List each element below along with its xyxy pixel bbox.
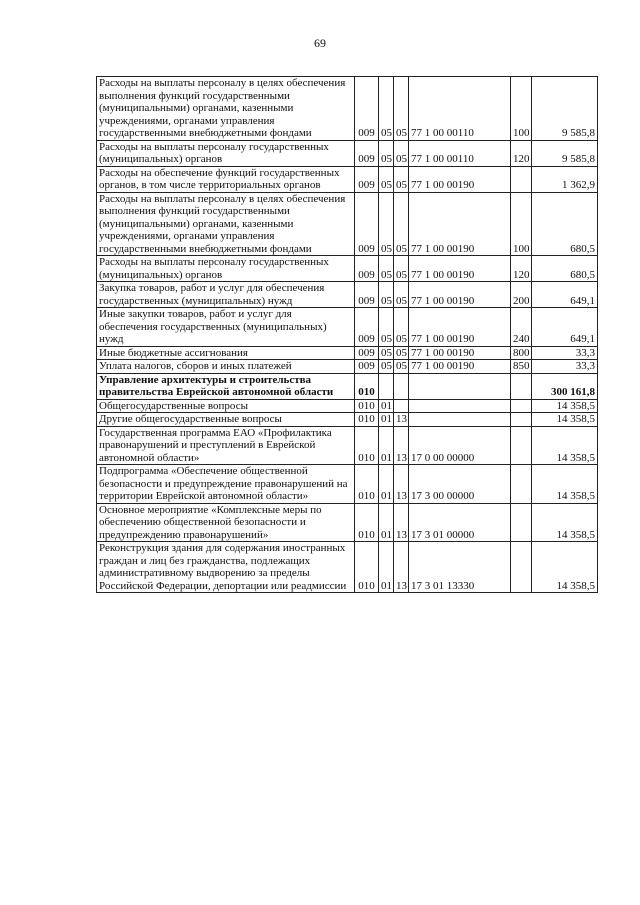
row-section-code: 05 (379, 346, 394, 360)
row-ministry-code: 009 (355, 192, 379, 256)
row-name: Управление архитектуры и строительства правительства Еврейской автономной области (97, 373, 355, 399)
row-expense-type-code: 240 (511, 308, 532, 347)
table-row (97, 77, 598, 141)
row-name: Уплата налогов, сборов и иных платежей (97, 360, 355, 374)
table-row (97, 360, 598, 374)
row-section-code: 05 (379, 256, 394, 282)
row-subsection-code: 05 (394, 256, 409, 282)
row-target-article-code (409, 399, 511, 413)
row-expense-type-code (511, 465, 532, 504)
row-amount: 14 358,5 (532, 413, 598, 427)
table-row (97, 192, 598, 256)
row-amount: 680,5 (532, 192, 598, 256)
table-row (97, 399, 598, 413)
row-name: Иные закупки товаров, работ и услуг для обеспечения государственных (муниципальных) нужд (97, 308, 355, 347)
row-target-article-code: 77 1 00 00190 (409, 256, 511, 282)
table-row (97, 140, 598, 166)
row-ministry-code: 009 (355, 166, 379, 192)
row-section-code: 05 (379, 360, 394, 374)
row-ministry-code: 010 (355, 399, 379, 413)
row-section-code: 05 (379, 166, 394, 192)
row-amount: 300 161,8 (532, 373, 598, 399)
row-name: Иные бюджетные ассигнования (97, 346, 355, 360)
row-amount: 9 585,8 (532, 77, 598, 141)
row-amount: 1 362,9 (532, 166, 598, 192)
row-ministry-code: 009 (355, 308, 379, 347)
row-expense-type-code (511, 426, 532, 465)
row-section-code (379, 373, 394, 399)
row-subsection-code: 05 (394, 166, 409, 192)
row-subsection-code: 13 (394, 503, 409, 542)
row-ministry-code: 009 (355, 140, 379, 166)
table-row (97, 346, 598, 360)
row-target-article-code: 17 0 00 00000 (409, 426, 511, 465)
row-target-article-code: 77 1 00 00190 (409, 308, 511, 347)
row-ministry-code: 010 (355, 426, 379, 465)
row-ministry-code: 009 (355, 77, 379, 141)
row-amount: 14 358,5 (532, 399, 598, 413)
row-ministry-code: 009 (355, 346, 379, 360)
row-amount: 14 358,5 (532, 426, 598, 465)
row-expense-type-code (511, 503, 532, 542)
budget-table (96, 76, 598, 593)
row-expense-type-code: 200 (511, 282, 532, 308)
budget-table-body (97, 77, 598, 593)
table-row (97, 503, 598, 542)
row-name: Закупка товаров, работ и услуг для обеспечения государственных (муниципальных) нужд (97, 282, 355, 308)
row-ministry-code: 010 (355, 503, 379, 542)
row-ministry-code: 009 (355, 256, 379, 282)
row-amount: 680,5 (532, 256, 598, 282)
row-expense-type-code (511, 413, 532, 427)
row-subsection-code: 05 (394, 360, 409, 374)
row-target-article-code: 77 1 00 00190 (409, 192, 511, 256)
row-target-article-code: 77 1 00 00190 (409, 360, 511, 374)
row-section-code: 01 (379, 399, 394, 413)
row-target-article-code (409, 373, 511, 399)
row-section-code: 05 (379, 308, 394, 347)
table-row (97, 282, 598, 308)
row-name: Подпрограмма «Обеспечение общественной безопасности и предупреждение правонарушений на территории Еврейской автономной области» (97, 465, 355, 504)
row-name: Основное мероприятие «Комплексные меры по обеспечению общественной безопасности и предупреждению правонарушений» (97, 503, 355, 542)
page-number: 69 (314, 36, 326, 50)
row-section-code: 05 (379, 140, 394, 166)
row-section-code: 01 (379, 542, 394, 593)
row-expense-type-code (511, 373, 532, 399)
row-expense-type-code: 100 (511, 192, 532, 256)
row-expense-type-code (511, 399, 532, 413)
row-amount: 33,3 (532, 360, 598, 374)
row-amount: 14 358,5 (532, 542, 598, 593)
row-amount: 649,1 (532, 282, 598, 308)
table-row (97, 256, 598, 282)
row-target-article-code: 77 1 00 00110 (409, 140, 511, 166)
row-expense-type-code: 800 (511, 346, 532, 360)
row-amount: 14 358,5 (532, 503, 598, 542)
row-amount: 9 585,8 (532, 140, 598, 166)
row-ministry-code: 010 (355, 373, 379, 399)
row-name: Расходы на выплаты персоналу государственных (муниципальных) органов (97, 140, 355, 166)
row-name: Реконструкция здания для содержания иностранных граждан и лиц без гражданства, подлежащих административному выдворению за пределы Российской Федерации, депортации или реадмиссии (97, 542, 355, 593)
row-ministry-code: 010 (355, 542, 379, 593)
row-section-code: 01 (379, 426, 394, 465)
row-section-code: 01 (379, 413, 394, 427)
row-subsection-code (394, 373, 409, 399)
row-target-article-code (409, 413, 511, 427)
table-row (97, 413, 598, 427)
row-subsection-code: 05 (394, 192, 409, 256)
row-target-article-code: 17 3 01 00000 (409, 503, 511, 542)
row-section-code: 05 (379, 77, 394, 141)
row-name: Другие общегосударственные вопросы (97, 413, 355, 427)
row-amount: 33,3 (532, 346, 598, 360)
table-row (97, 542, 598, 593)
row-subsection-code (394, 399, 409, 413)
row-section-code: 01 (379, 503, 394, 542)
row-subsection-code: 05 (394, 77, 409, 141)
row-subsection-code: 05 (394, 140, 409, 166)
table-row (97, 166, 598, 192)
row-expense-type-code (511, 166, 532, 192)
row-expense-type-code: 120 (511, 256, 532, 282)
row-target-article-code: 77 1 00 00190 (409, 166, 511, 192)
row-subsection-code: 05 (394, 346, 409, 360)
row-name: Расходы на выплаты персоналу государственных (муниципальных) органов (97, 256, 355, 282)
row-subsection-code: 13 (394, 413, 409, 427)
table-row (97, 426, 598, 465)
row-target-article-code: 77 1 00 00190 (409, 282, 511, 308)
row-section-code: 05 (379, 192, 394, 256)
row-subsection-code: 13 (394, 465, 409, 504)
table-row (97, 373, 598, 399)
row-name: Расходы на выплаты персоналу в целях обеспечения выполнения функций государственными (муниципальными) органами, казенными учреждениями, органами управления государственными внебюджетными фондами (97, 192, 355, 256)
table-row (97, 308, 598, 347)
row-target-article-code: 77 1 00 00110 (409, 77, 511, 141)
row-section-code: 01 (379, 465, 394, 504)
table-row (97, 465, 598, 504)
row-name: Общегосударственные вопросы (97, 399, 355, 413)
row-name: Государственная программа ЕАО «Профилактика правонарушений и преступлений в Еврейской автономной области» (97, 426, 355, 465)
row-name: Расходы на выплаты персоналу в целях обеспечения выполнения функций государственными (муниципальными) органами, казенными учреждениями, органами управления государственными внебюджетными фондами (97, 77, 355, 141)
row-target-article-code: 17 3 01 13330 (409, 542, 511, 593)
row-ministry-code: 010 (355, 465, 379, 504)
row-amount: 14 358,5 (532, 465, 598, 504)
row-expense-type-code: 120 (511, 140, 532, 166)
row-subsection-code: 13 (394, 426, 409, 465)
row-expense-type-code: 850 (511, 360, 532, 374)
row-amount: 649,1 (532, 308, 598, 347)
row-ministry-code: 009 (355, 360, 379, 374)
row-section-code: 05 (379, 282, 394, 308)
row-subsection-code: 05 (394, 308, 409, 347)
row-target-article-code: 77 1 00 00190 (409, 346, 511, 360)
row-expense-type-code: 100 (511, 77, 532, 141)
row-subsection-code: 05 (394, 282, 409, 308)
row-expense-type-code (511, 542, 532, 593)
row-ministry-code: 009 (355, 282, 379, 308)
row-target-article-code: 17 3 00 00000 (409, 465, 511, 504)
row-ministry-code: 010 (355, 413, 379, 427)
row-name: Расходы на обеспечение функций государственных органов, в том числе территориальных органов (97, 166, 355, 192)
row-subsection-code: 13 (394, 542, 409, 593)
